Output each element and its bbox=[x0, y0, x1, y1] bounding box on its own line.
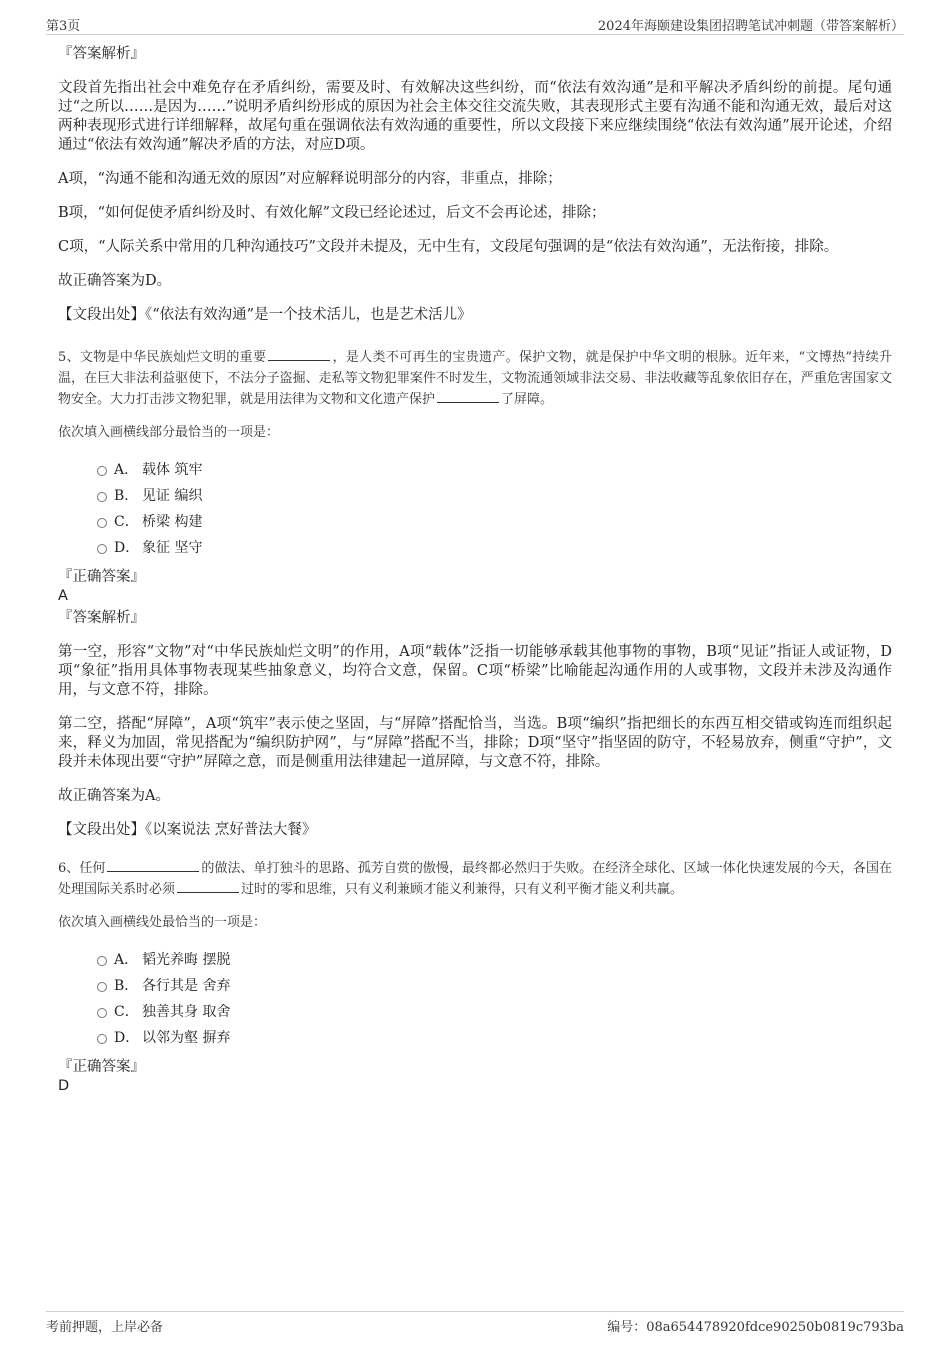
radio-button[interactable] bbox=[97, 1034, 107, 1044]
page-content bbox=[58, 44, 892, 1096]
analysis-paragraph: A项，“沟通不能和沟通无效的原因”对应解释说明部分的内容，非重点，排除； bbox=[58, 171, 562, 187]
radio-button[interactable] bbox=[97, 518, 107, 528]
option-text: 载体 筑牢 bbox=[142, 462, 203, 478]
correct-answer: A bbox=[58, 588, 68, 604]
option-letter: B． bbox=[114, 488, 139, 504]
question-prompt: 依次填入画横线部分最恰当的一项是： bbox=[58, 425, 280, 440]
passage-source: 【文段出处】《以案说法 烹好普法大餐》 bbox=[58, 822, 317, 838]
analysis-paragraph: C项，“人际关系中常用的几种沟通技巧”文段并未提及，无中生有，文段尾句强调的是“依法有效沟通”，无法衔接，排除。 bbox=[58, 239, 839, 255]
options-list bbox=[58, 947, 892, 1051]
option-c[interactable] bbox=[58, 999, 892, 1025]
question-6-stem bbox=[58, 858, 892, 900]
footer-slogan: 考前押题，上岸必备 bbox=[46, 1320, 164, 1335]
analysis-paragraph: 第一空，形容“文物”对“中华民族灿烂文明”的作用，A项“载体”泛指一切能够承载其他事物的事物，B项“见证”指证人或证物，D项“象征”指用具体事物表现某些抽象意义，均符合文意，保留。C项“桥梁”比喻能起沟通作用的人或事物，文段并未涉及沟通作用，与文意不符，排除。 bbox=[58, 644, 892, 698]
conclusion: 故正确答案为D。 bbox=[58, 273, 172, 289]
radio-button[interactable] bbox=[97, 982, 107, 992]
option-text: 各行其是 舍弃 bbox=[142, 978, 231, 994]
document-code: 编号：08a654478920fdce90250b0819c793ba bbox=[607, 1320, 904, 1335]
document-title: 2024年海颐建设集团招聘笔试冲刺题（带答案解析） bbox=[597, 19, 904, 34]
radio-button[interactable] bbox=[97, 466, 107, 476]
option-letter: C． bbox=[114, 514, 139, 530]
fill-blank bbox=[268, 348, 330, 361]
options-list bbox=[58, 457, 892, 561]
page-header bbox=[46, 12, 904, 35]
radio-button[interactable] bbox=[97, 544, 107, 554]
fill-blank bbox=[107, 859, 199, 872]
analysis-paragraph: 第二空，搭配“屏障”，A项“筑牢”表示使之坚固，与“屏障”搭配恰当，当选。B项“编织”指把细长的东西互相交错或钩连而组织起来，释义为加固，常见搭配为“编织防护网”，与“屏障”搭配不当，排除；D项“坚守”指坚固的防守，不轻易放弃，侧重“守护”，文段并未体现出要“守护”屏障之意，而是侧重用法律建起一道屏障，与文意不符，排除。 bbox=[58, 716, 892, 770]
fill-blank bbox=[177, 880, 239, 893]
option-letter: D． bbox=[114, 540, 140, 556]
passage-source: 【文段出处】《“依法有效沟通”是一个技术活儿，也是艺术活儿》 bbox=[58, 307, 472, 323]
question-5-stem bbox=[58, 347, 892, 410]
analysis-label: 『答案解析』 bbox=[58, 46, 145, 62]
option-letter: C． bbox=[114, 1004, 139, 1020]
option-letter: A． bbox=[114, 462, 139, 478]
option-a[interactable] bbox=[58, 457, 892, 483]
radio-button[interactable] bbox=[97, 956, 107, 966]
stem-text: 6、任何 bbox=[58, 861, 106, 876]
correct-answer: D bbox=[58, 1078, 70, 1094]
stem-text: 过时的零和思维，只有义利兼顾才能义利兼得，只有义利平衡才能义利共赢。 bbox=[241, 882, 684, 897]
option-a[interactable] bbox=[58, 947, 892, 973]
option-letter: D． bbox=[114, 1030, 140, 1046]
option-letter: A． bbox=[114, 952, 139, 968]
option-text: 以邻为壑 摒弃 bbox=[142, 1030, 231, 1046]
option-c[interactable] bbox=[58, 509, 892, 535]
stem-text: 了屏障。 bbox=[501, 392, 554, 407]
radio-button[interactable] bbox=[97, 1008, 107, 1018]
page-number: 第3页 bbox=[46, 19, 81, 34]
question-prompt: 依次填入画横线处最恰当的一项是： bbox=[58, 915, 267, 930]
analysis-paragraph: B项，“如何促使矛盾纠纷及时、有效化解”文段已经论述过，后文不会再论述，排除； bbox=[58, 205, 606, 221]
option-text: 象征 坚守 bbox=[142, 540, 203, 556]
option-text: 独善其身 取舍 bbox=[142, 1004, 231, 1020]
page-footer bbox=[46, 1311, 904, 1336]
stem-text: 5、文物是中华民族灿烂文明的重要 bbox=[58, 350, 267, 365]
option-text: 韬光养晦 摆脱 bbox=[142, 952, 231, 968]
stem-text: ，是人类不可再生的宝贵遗产。保护文物，就是保护中华文明的根脉。近年来，“文博热”持续升温，在巨大非法利益驱使下，不法分子盗掘、走私等文物犯罪案件不时发生，文物流通领域非法交易、非法收藏等乱象依旧存在，严重危害国家文物安全。大力打击涉文物犯罪，就是用法律为文物和文化遗产保护 bbox=[58, 350, 893, 407]
option-text: 桥梁 构建 bbox=[142, 514, 203, 530]
stem-text: 的做法、单打独斗的思路、孤芳自赏的傲慢，最终都必然归于失败。在经济全球化、区域一体化快速发展的今天，各国在处理国际关系时必须 bbox=[58, 861, 892, 897]
option-b[interactable] bbox=[58, 483, 892, 509]
fill-blank bbox=[437, 390, 499, 403]
option-letter: B． bbox=[114, 978, 139, 994]
correct-answer-label: 『正确答案』 bbox=[58, 569, 145, 585]
option-b[interactable] bbox=[58, 973, 892, 999]
analysis-label: 『答案解析』 bbox=[58, 610, 145, 626]
analysis-paragraph: 文段首先指出社会中难免存在矛盾纠纷，需要及时、有效解决这些纠纷，而“依法有效沟通”是和平解决矛盾纠纷的前提。尾句通过“之所以……是因为……”说明矛盾纠纷形成的原因为社会主体交往交流失败，其表现形式主要有沟通不能和沟通无效，最后对这两种表现形式进行详细解释，故尾句重在强调依法有效沟通的重要性，所以文段接下来应继续围绕“依法有效沟通”展开论述，介绍通过“依法有效沟通”解决矛盾的方法，对应D项。 bbox=[58, 80, 892, 153]
option-d[interactable] bbox=[58, 535, 892, 561]
conclusion: 故正确答案为A。 bbox=[58, 788, 170, 804]
option-text: 见证 编织 bbox=[142, 488, 203, 504]
radio-button[interactable] bbox=[97, 492, 107, 502]
correct-answer-label: 『正确答案』 bbox=[58, 1059, 145, 1075]
option-d[interactable] bbox=[58, 1025, 892, 1051]
